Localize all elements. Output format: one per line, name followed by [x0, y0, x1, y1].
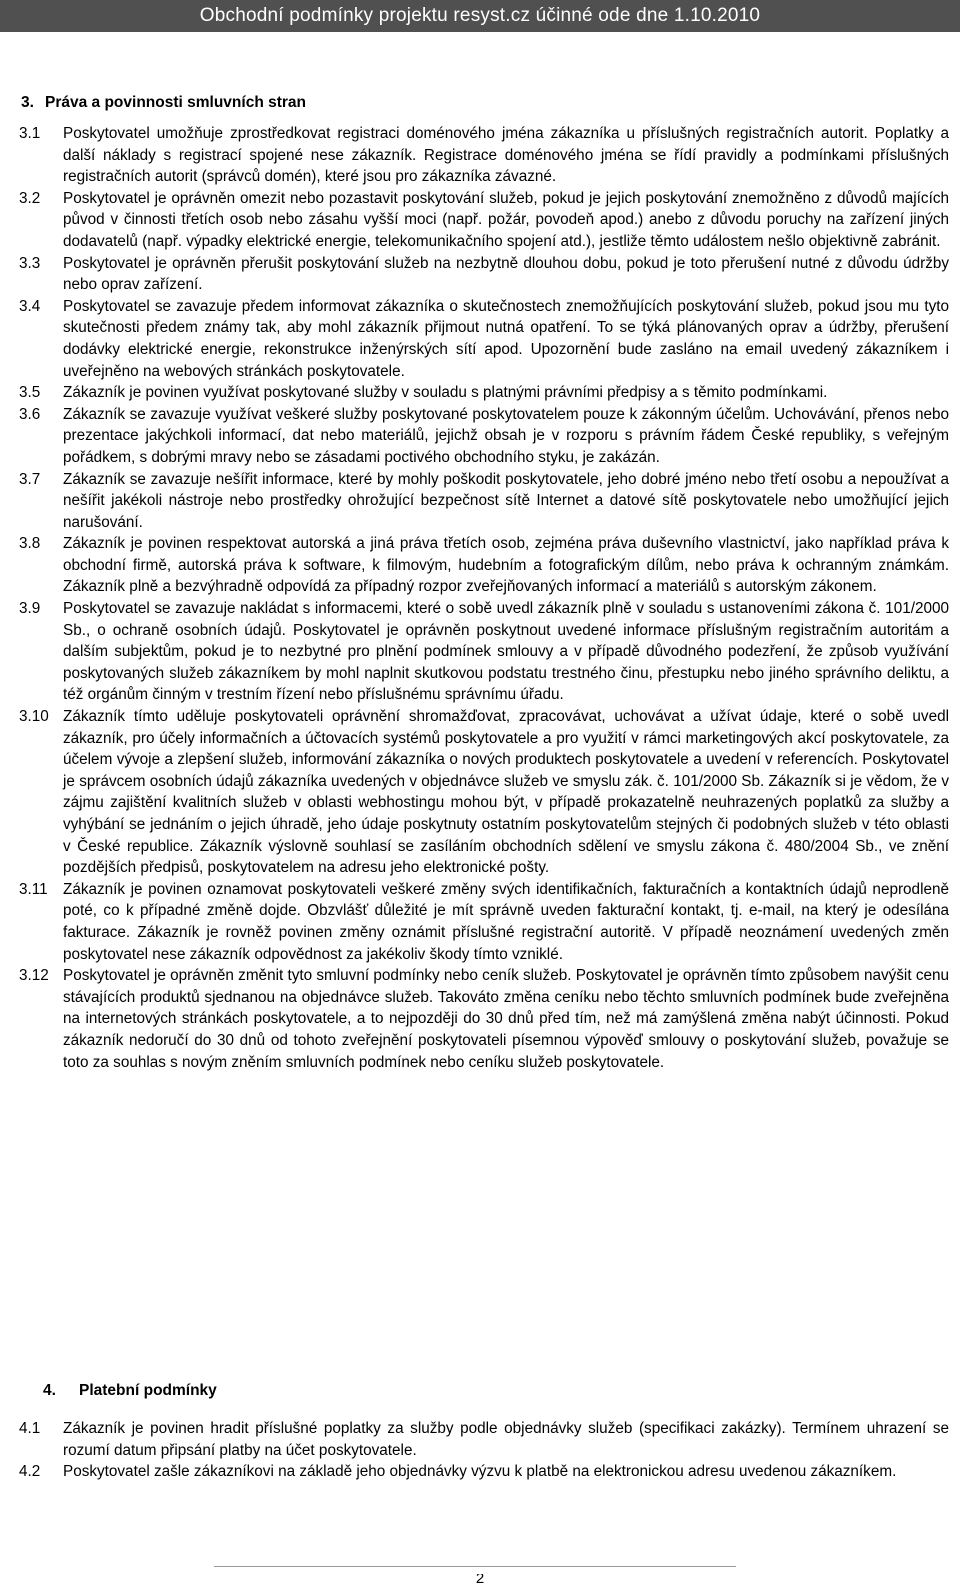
clause-text: Poskytovatel se zavazuje nakládat s informacemi, které o sobě uvedl zákazník plně v souladu s ustanoveními zákona č. 101/2000 Sb., o ochraně osobních údajů. Poskytovatel je oprávněn poskytnout uvedené informace příslušným registračním autoritám a dalším subjektům, pokud je to nezbytné pro plnění podmínek smlouvy a v případě důvodného podezření, že způsob využívání poskytovaných služeb zákazníkem by mohl naplnit skutkovou podstatu trestného činu, přestupku nebo jiného správního deliktu, a též orgánům činným v trestním řízení nebo příslušnému správnímu úřadu. — [63, 600, 949, 704]
section-4-number: 4. — [43, 1382, 56, 1399]
section-4-title: Platební podmínky — [79, 1382, 217, 1399]
section-3-heading — [19, 92, 949, 113]
clause-text: Zákazník je povinen hradit příslušné poplatky za služby podle objednávky služeb (specifikaci zakázky). Termínem uhrazení se rozumí datum připsání platby na účet poskytovatele. — [63, 1420, 949, 1459]
header-title: Obchodní podmínky projektu resyst.cz účinné ode dne 1.10.2010 — [199, 5, 761, 26]
clause-3-10 — [19, 706, 949, 879]
clause-3-6 — [19, 404, 949, 469]
clause-number: 3.3 — [19, 254, 41, 272]
clause-text: Zákazník je povinen využívat poskytované služby v souladu s platnými právními předpisy a s těmito podmínkami. — [63, 384, 828, 402]
section-3-title: Práva a povinnosti smluvních stran — [45, 94, 306, 111]
clause-4-2 — [19, 1461, 949, 1483]
clause-3-4 — [19, 296, 949, 382]
clause-3-7 — [19, 469, 949, 534]
page-number: 2 — [475, 1574, 485, 1584]
clause-3-5 — [19, 382, 949, 404]
clause-number: 3.8 — [19, 535, 41, 553]
section-4-heading — [19, 1380, 949, 1401]
section-4 — [19, 1380, 949, 1483]
clause-number: 3.4 — [19, 297, 41, 315]
clause-3-1 — [19, 123, 949, 188]
clause-number: 3.5 — [19, 384, 41, 402]
clause-3-11 — [19, 879, 949, 965]
clause-number: 3.2 — [19, 189, 41, 207]
clause-3-9 — [19, 598, 949, 706]
clause-number: 4.2 — [19, 1463, 41, 1481]
clause-number: 3.1 — [19, 125, 41, 142]
clause-text: Poskytovatel umožňuje zprostředkovat registraci doménového jména zákazníka u příslušných registračních autorit. Poplatky a další náklady s registrací spojené nese zákazník. Registrace doménového jména se řídí pravidly a podmínkami příslušných registračních autorit (správců domén), které jsou pro zákazníka závazné. — [63, 125, 949, 186]
clause-text: Zákazník se zavazuje využívat veškeré služby poskytované poskytovatelem pouze k zákonným účelům. Uchovávání, přenos nebo prezentace jakýchkoli informací, dat nebo materiálů, jejichž obsah je v rozporu s právním řádem České republiky, s veřejným pořádkem, s dobrými mravy nebo se zásadami poctivého obchodního styku, je zakázán. — [63, 405, 949, 466]
clause-text: Poskytovatel je oprávněn omezit nebo pozastavit poskytování služeb, pokud je jejich poskytování znemožněno z důvodů majících původ v činnosti třetích osob nebo zásahu vyšší moci (např. požár, povodeň apod.) anebo z důvodu poruchy na zařízení jiných dodavatelů (např. výpadky elektrické energie, telekomunikačního spojení atd.), jestliže těmto událostem nešlo objektivně zabránit. — [63, 189, 949, 250]
footer-divider — [214, 1566, 736, 1567]
clause-text: Zákazník tímto uděluje poskytovateli oprávnění shromažďovat, zpracovávat, uchovávat a užívat údaje, které o sobě uvedl zákazník, pro účely informačních a účtovacích systémů poskytovatele a pro využití v rámci marketingových akcí poskytovatele, za účelem vývoje a zlepšení služeb, informování zákazníka o nových produktech poskytovatele a uvedení v referencích. Poskytovatel je správcem osobních údajů zákazníka uvedených v objednávce služeb ve smyslu zák. č. 101/2000 Sb. Zákazník si je vědom, že v zájmu zajištění kvalitních služeb v oblasti webhostingu mohou být, v případě prokazatelně neuhrazených poplatků za služby a vyhýbání se jednáním o jejich úhradě, jeho údaje poskytnuty ostatním poskytovatelům stejných či podobných služeb v této oblasti v České republice. Zákazník výslovně souhlasí se zasíláním obchodních sdělení ve smyslu zákona č. 480/2004 Sb., ve znění pozdějších předpisů, poskytovatelem na adresu jeho elektronické pošty. — [63, 708, 949, 877]
clause-text: Poskytovatel zašle zákazníkovi na základě jeho objednávky výzvu k platbě na elektronickou adresu uvedenou zákazníkem. — [63, 1463, 897, 1481]
clause-text: Poskytovatel je oprávněn změnit tyto smluvní podmínky nebo ceník služeb. Poskytovatel je oprávněn tímto způsobem navýšit cenu stávajících produktů sjednanou na objednávce služeb. Takováto změna ceníku nebo těchto smluvních podmínek bude zveřejněna na internetových stránkách poskytovatele, a to nejpozději do 30 dnů před tím, než má zamýšlená změna nabýt účinnosti. Pokud zákazník nedoručí do 30 dnů od tohoto zveřejnění poskytovateli písemnou výpověď smlouvy o poskytování služeb, považuje se toto za souhlas s novým zněním smluvních podmínek nebo ceníku služeb poskytovatele. — [63, 967, 949, 1071]
section-3-number: 3. — [21, 94, 34, 111]
clause-3-8 — [19, 533, 949, 598]
clause-text: Zákazník je povinen respektovat autorská a jiná práva třetích osob, zejména práva duševního vlastnictví, jako například práva k obchodní firmě, autorská práva k software, k filmovým, hudebním a fotografickým dílům, nebo práva k ochranným známkám. Zákazník plně a bezvýhradně odpovídá za případný rozpor zveřejňovaných informací a materiálů s autorským zákonem. — [63, 535, 949, 596]
document-header — [0, 0, 960, 32]
section-3 — [19, 92, 949, 1073]
clause-number: 3.9 — [19, 600, 41, 618]
clause-3-2 — [19, 188, 949, 253]
clause-text: Zákazník je povinen oznamovat poskytovateli veškeré změny svých identifikačních, fakturačních a kontaktních údajů neprodleně poté, co k případné změně dojde. Obzvlášť důležité je mít správně uveden fakturační kontakt, tj. e-mail, na který je odesílána fakturace. Zákazník je rovněž povinen změny oznámit příslušné registrační autoritě. V případě neoznámení uvedených změn poskytovatel nese zákazník odpovědnost za jakékoliv škody tímto vzniklé. — [63, 880, 949, 963]
clause-number: 3.12 — [19, 967, 49, 985]
clause-text: Zákazník se zavazuje nešířit informace, které by mohly poškodit poskytovatele, jeho dobré jméno nebo třetí osobu a nepoužívat a nešířit jakékoli nástroje nebo prostředky ohrožující bezpečnost sítě Internet a datové sítě poskytovatele nebo umožňující jejich narušování. — [63, 470, 949, 531]
clause-number: 3.11 — [19, 880, 48, 898]
clause-number: 4.1 — [19, 1420, 41, 1437]
clause-text: Poskytovatel se zavazuje předem informovat zákazníka o skutečnostech znemožňujících poskytování služeb, pokud jsou mu tyto skutečnosti předem známy tak, aby mohl zákazník přijmout nutná opatření. To se týká plánovaných oprav a údržby, přerušení dodávky elektrické energie, rekonstrukce inženýrských sítí apod. Upozornění bude zasláno na email uvedený zákazníkem i uveřejněno na webových stránkách poskytovatele. — [63, 297, 949, 380]
clause-text: Poskytovatel je oprávněn přerušit poskytování služeb na nezbytně dlouhou dobu, pokud je toto přerušení nutné z důvodu údržby nebo oprav zařízení. — [63, 254, 949, 294]
clause-3-12 — [19, 965, 949, 1073]
clause-4-1 — [19, 1418, 949, 1461]
clause-3-3 — [19, 253, 949, 296]
clause-number: 3.6 — [19, 405, 41, 423]
clause-number: 3.7 — [19, 470, 41, 488]
clause-number: 3.10 — [19, 708, 49, 726]
